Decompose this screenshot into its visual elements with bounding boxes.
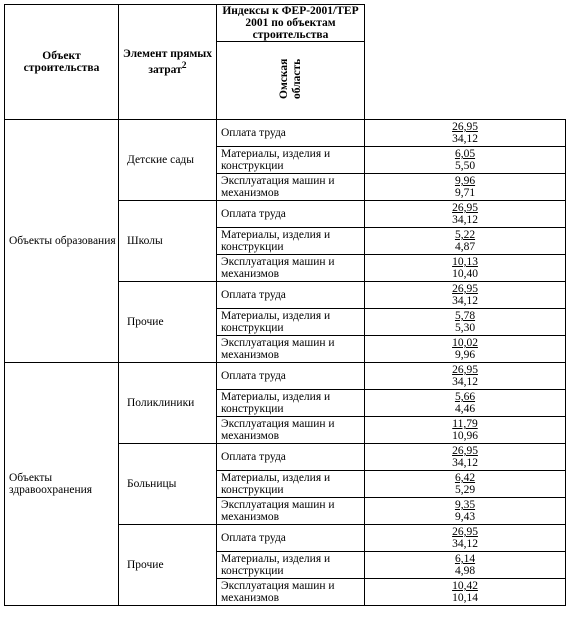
index-base-value: 9,96: [454, 175, 476, 187]
index-value-cell: [365, 498, 566, 525]
index-value-cell: [365, 471, 566, 498]
cost-element: Материалы, изделия и конструкции: [217, 309, 365, 336]
cost-element: Материалы, изделия и конструкции: [217, 390, 365, 417]
index-base-value: 6,14: [454, 553, 476, 565]
index-base-value: 26,95: [452, 121, 478, 133]
index-current-value: 5,30: [454, 322, 476, 334]
index-base-value: 5,78: [454, 310, 476, 322]
index-current-value: 4,46: [454, 403, 476, 415]
index-value-cell: [365, 255, 566, 282]
index-value-cell: [365, 120, 566, 147]
cost-element: Оплата труда: [217, 282, 365, 309]
index-base-value: 26,95: [452, 445, 478, 457]
index-base-value: 6,42: [454, 472, 476, 484]
index-current-value: 5,29: [454, 484, 476, 496]
object-subcategory: Прочие: [119, 525, 217, 606]
cost-element: Эксплуатация машин и механизмов: [217, 174, 365, 201]
index-base-value: 5,22: [454, 229, 476, 241]
cost-element: Оплата труда: [217, 444, 365, 471]
index-current-value: 9,43: [454, 511, 476, 523]
index-current-value: 9,96: [454, 349, 476, 361]
index-value-cell: [365, 228, 566, 255]
index-value-cell: [365, 390, 566, 417]
index-value-cell: [365, 417, 566, 444]
table-row: [5, 363, 566, 390]
header-object-label: Объект строительства: [23, 50, 100, 74]
header-element: [119, 5, 217, 120]
cost-element: Материалы, изделия и конструкции: [217, 147, 365, 174]
indices-table: [4, 4, 566, 606]
cost-element: Эксплуатация машин и механизмов: [217, 417, 365, 444]
index-current-value: 10,14: [452, 592, 478, 604]
index-base-value: 10,42: [452, 580, 478, 592]
index-current-value: 5,50: [454, 160, 476, 172]
object-subcategory: Прочие: [119, 282, 217, 363]
index-base-value: 26,95: [452, 526, 478, 538]
header-indices: [217, 5, 365, 42]
object-category: Объекты здравоохранения: [5, 363, 119, 606]
index-current-value: 34,12: [452, 457, 478, 469]
index-value-cell: [365, 525, 566, 552]
index-value-cell: [365, 579, 566, 606]
object-category: Объекты образования: [5, 120, 119, 363]
index-current-value: 34,12: [452, 376, 478, 388]
table-body: [5, 120, 566, 606]
header-element-label: Элемент прямых затрат: [122, 48, 213, 76]
cost-element: Материалы, изделия и конструкции: [217, 228, 365, 255]
header-element-footnote: 2: [181, 60, 187, 72]
object-subcategory: Больницы: [119, 444, 217, 525]
index-value-cell: [365, 201, 566, 228]
index-value-cell: [365, 552, 566, 579]
index-value-cell: [365, 363, 566, 390]
cost-element: Эксплуатация машин и механизмов: [217, 336, 365, 363]
cost-element: Оплата труда: [217, 201, 365, 228]
header-object: [5, 5, 119, 120]
index-base-value: 26,95: [452, 364, 478, 376]
index-value-cell: [365, 282, 566, 309]
index-base-value: 26,95: [452, 202, 478, 214]
index-value-cell: [365, 309, 566, 336]
index-value-cell: [365, 444, 566, 471]
cost-element: Оплата труда: [217, 363, 365, 390]
table-row: [5, 120, 566, 147]
index-value-cell: [365, 336, 566, 363]
object-subcategory: Поликлиники: [119, 363, 217, 444]
index-value-cell: [365, 174, 566, 201]
header-region-label: Омская область: [277, 58, 303, 100]
index-base-value: 26,95: [452, 283, 478, 295]
header-indices-label: Индексы к ФЕР-2001/ТЕР 2001 по объектам строительства: [222, 5, 359, 41]
cost-element: Оплата труда: [217, 120, 365, 147]
index-current-value: 10,96: [452, 430, 478, 442]
index-base-value: 5,66: [454, 391, 476, 403]
cost-element: Эксплуатация машин и механизмов: [217, 255, 365, 282]
header-region: [217, 42, 365, 120]
index-current-value: 34,12: [452, 295, 478, 307]
index-base-value: 11,79: [452, 418, 478, 430]
index-current-value: 4,98: [454, 565, 476, 577]
cost-element: Материалы, изделия и конструкции: [217, 552, 365, 579]
index-base-value: 6,05: [454, 148, 476, 160]
index-current-value: 4,87: [454, 241, 476, 253]
index-current-value: 34,12: [452, 214, 478, 226]
index-current-value: 34,12: [452, 538, 478, 550]
index-current-value: 10,40: [452, 268, 478, 280]
index-current-value: 9,71: [454, 187, 476, 199]
index-value-cell: [365, 147, 566, 174]
cost-element: Материалы, изделия и конструкции: [217, 471, 365, 498]
index-base-value: 10,13: [452, 256, 478, 268]
cost-element: Эксплуатация машин и механизмов: [217, 498, 365, 525]
object-subcategory: Школы: [119, 201, 217, 282]
index-current-value: 34,12: [452, 133, 478, 145]
index-base-value: 10,02: [452, 337, 478, 349]
object-subcategory: Детские сады: [119, 120, 217, 201]
index-base-value: 9,35: [454, 499, 476, 511]
cost-element: Эксплуатация машин и механизмов: [217, 579, 365, 606]
cost-element: Оплата труда: [217, 525, 365, 552]
